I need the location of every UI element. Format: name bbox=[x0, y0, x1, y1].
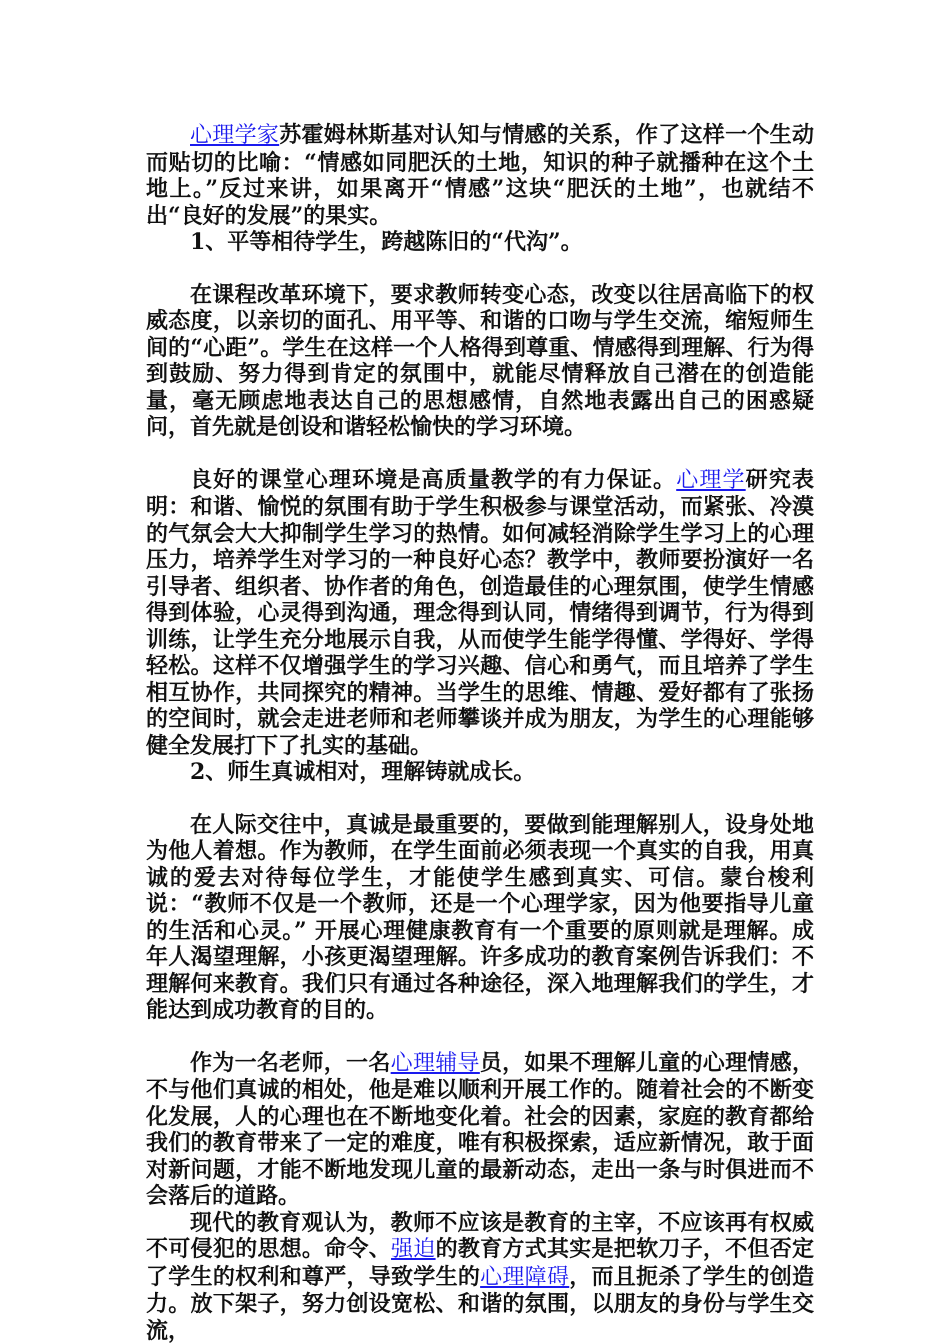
paragraph-text: 研究表明：和谐、愉悦的氛围有助于学生积极参与课堂活动，而紧张、冷漠的气氛会大大抑制学生学习的热情。如何减轻消除学生学习上的心理压力，培养学生对学习的一种良好心态？教学中，教师要扮演好一名引导者、组织者、协作者的角色，创造最佳的心理氛围，使学生情感得到体验，心灵得到沟通，理念得到认同，情绪得到调节，行为得到训练，让学生充分地展示自我，从而使学生能学得懂、学得好、学得轻松。这样不仅增强学生的学习兴趣、信心和勇气，而且培养了学生相互协作，共同探究的精神。当学生的思维、情趣、爱好都有了张扬的空间时，就会走进老师和老师攀谈并成为朋友，为学生的心理能够健全发展打下了扎实的基础。 bbox=[146, 466, 814, 759]
paragraph-reform bbox=[146, 282, 814, 441]
link-psychology[interactable]: 心理学 bbox=[676, 467, 746, 493]
paragraph-intro bbox=[146, 122, 814, 229]
paragraph-text: 在课程改革环境下，要求教师转变心态，改变以往居高临下的权威态度，以亲切的面孔、用平等、和谐的口吻与学生交流，缩短师生间的“心距”。学生在这样一个人格得到尊重、情感得到理解、行为得到鼓励、努力得到肯定的氛围中，就能尽情释放自己潜在的创造能量，毫无顾虑地表达自己的思想感情，自然地表露出自己的困惑疑问，首先就是创设和谐轻松愉快的学习环境。 bbox=[146, 281, 814, 440]
paragraph-text: 苏霍姆林斯基对认知与情感的关系，作了这样一个生动而贴切的比喻：“情感如同肥沃的土地，知识的种子就播种在这个土地上。”反过来讲，如果离开“情感”这块“肥沃的土地”，也就结不出“良好的发展”的果实。 bbox=[146, 122, 814, 229]
heading-text: 1、平等相待学生，跨越陈旧的“代沟”。 bbox=[190, 229, 583, 255]
paragraph-text: 在人际交往中，真诚是最重要的，要做到能理解别人，设身处地为他人着想。作为教师，在学生面前必须表现一个真实的自我，用真诚的爱去对待每位学生，才能使学生感到真实、可信。蒙台梭利说：“教师不仅是一个教师，还是一个心理学家，因为他要指导儿童的生活和心灵。” 开展心理健康教育有一个重要的原则就是理解。成年人渴望理解，小孩更渴望理解。许多成功的教育案例告诉我们：不理解何来教育。我们只有通过各种途径，深入地理解我们的学生，才能达到成功教育的目的。 bbox=[146, 811, 814, 1023]
paragraph-text: 现代的教育观认为，教师不应该是教育的主宰，不应该再有权威不可侵犯的思想。命令、 bbox=[146, 1209, 814, 1262]
heading-text: 2、师生真诚相对，理解铸就成长。 bbox=[190, 759, 536, 785]
paragraph-sincerity bbox=[146, 812, 814, 1024]
section-heading-1 bbox=[146, 229, 814, 256]
paragraph-text: 作为一名老师，一名 bbox=[190, 1049, 391, 1076]
paragraph-text: ，而且扼杀了学生的创造力。放下架子，努力创设宽松、和谐的氛围，以朋友的身份与学生交流， bbox=[146, 1263, 814, 1344]
paragraph-text: 的教育方式其实是把软刀子，不但否定了学生的权利和尊严，导致学生的 bbox=[146, 1236, 814, 1290]
document-page bbox=[146, 122, 814, 1344]
section-heading-2 bbox=[146, 759, 814, 786]
link-psychologist[interactable]: 心理学家 bbox=[190, 123, 280, 148]
paragraph-modern-view bbox=[146, 1210, 814, 1344]
paragraph-classroom bbox=[146, 467, 814, 760]
paragraph-text: 良好的课堂心理环境是高质量教学的有力保证。 bbox=[190, 466, 677, 493]
paragraph-text: 员，如果不理解儿童的心理情感，不与他们真诚的相处，他是难以顺利开展工作的。随着社会的不断变化发展，人的心理也在不断地变化着。社会的因素，家庭的教育都给我们的教育带来了一定的难度，唯有积极探索，适应新情况，敢于面对新问题，才能不断地发现儿童的最新动态，走出一条与时俱进而不会落后的道路。 bbox=[146, 1049, 814, 1209]
paragraph-counselor bbox=[146, 1050, 814, 1210]
link-counseling[interactable]: 心理辅导 bbox=[390, 1050, 480, 1076]
link-coercion[interactable]: 强迫 bbox=[391, 1237, 436, 1262]
link-psych-disorder[interactable]: 心理障碍 bbox=[480, 1264, 570, 1290]
